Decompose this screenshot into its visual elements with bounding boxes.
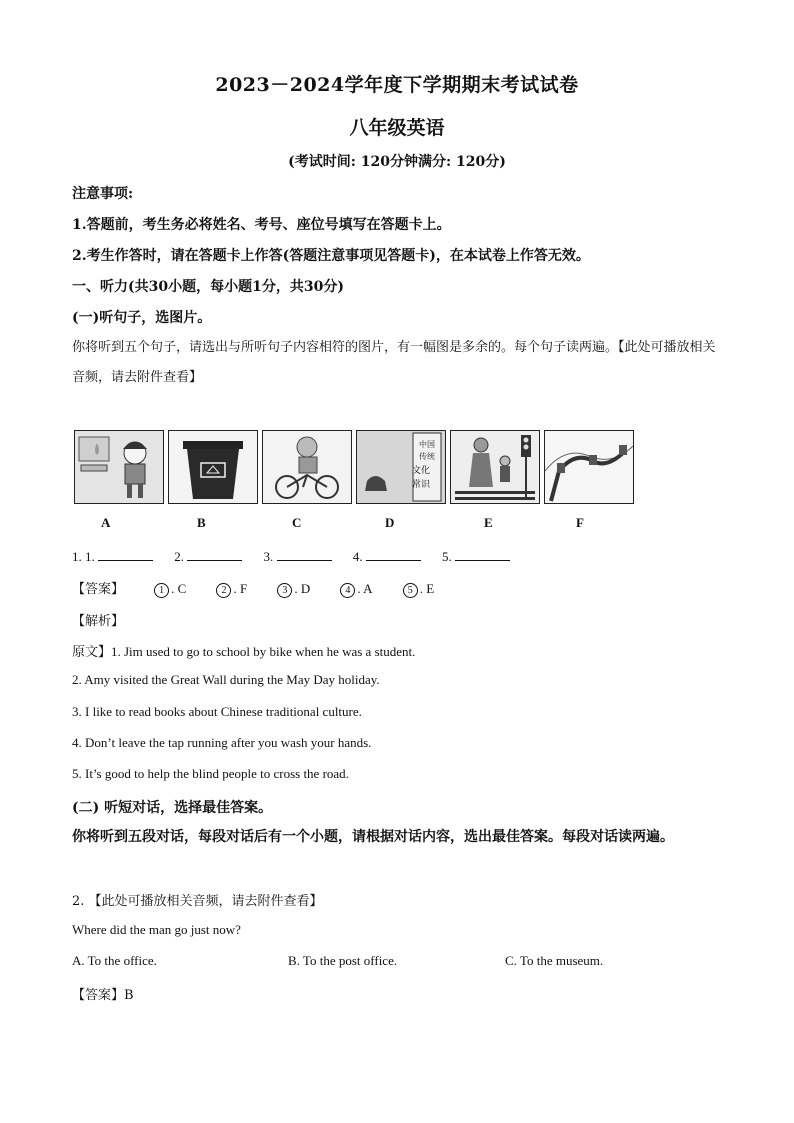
blind-crossing-road-icon <box>451 431 539 503</box>
section-heading: 一、听力(共30小题，每小题1分，共30分) <box>72 279 344 295</box>
picture-row <box>74 430 634 504</box>
blank-1[interactable] <box>98 548 153 561</box>
question-2-answer: 【答案】B <box>72 988 134 1003</box>
option-b[interactable]: B. To the post office. <box>288 953 398 968</box>
blank-label-5: 5. <box>442 549 452 564</box>
part2-instruction: 你将听到五段对话，每段对话后有一个小题，请根据对话内容，选出最佳答案。每段对话读两遍。 <box>72 829 674 845</box>
transcript-line-3: 3. I like to read books about Chinese traditional culture. <box>72 704 362 719</box>
picture-label-d: D <box>385 515 395 530</box>
picture-e <box>450 430 540 504</box>
part2-heading: (二) 听短对话，选择最佳答案。 <box>72 800 273 816</box>
notes-item-1: 1.答题前，考生务必将姓名、考号、座位号填写在答题卡上。 <box>72 217 451 233</box>
notes-item-2: 2.考生作答时，请在答题卡上作答(答题注意事项见答题卡)，在本试卷上作答无效。 <box>72 248 590 264</box>
answer-item-2: 2 . F <box>216 581 247 596</box>
notes-heading: 注意事项: <box>72 186 134 202</box>
great-wall-icon <box>545 431 633 503</box>
picture-c <box>262 430 352 504</box>
picture-label-c: C <box>292 515 302 530</box>
picture-f <box>544 430 634 504</box>
picture-label-e: E <box>484 515 493 530</box>
picture-labels <box>0 515 794 535</box>
girl-washing-hands-icon <box>75 431 163 503</box>
answer-blanks <box>72 548 528 565</box>
analysis-label: 【解析】 <box>72 614 125 629</box>
exam-time-info: (考试时间: 120分钟满分: 120分) <box>288 154 506 170</box>
answer-item-3: 3 . D <box>277 581 310 596</box>
part1-instruction: 你将听到五个句子，请选出与所听句子内容相符的图片，有一幅图是多余的。每个句子读两遍。【此处可播放相关音频，请去附件查看】 <box>72 340 716 385</box>
picture-d <box>356 430 446 504</box>
transcript-line-5: 5. It’s good to help the blind people to cross the road. <box>72 766 349 781</box>
picture-label-b: B <box>197 515 206 530</box>
blank-label-2: 2. <box>174 549 184 564</box>
option-a[interactable]: A. To the office. <box>72 953 157 968</box>
picture-b <box>168 430 258 504</box>
boy-riding-bike-icon <box>263 431 351 503</box>
svg-text:文化: 文化 <box>411 466 431 476</box>
blank-3[interactable] <box>277 548 332 561</box>
svg-text:传统: 传统 <box>419 452 435 461</box>
exam-title: 2023－2024学年度下学期期末考试试卷 <box>215 74 579 96</box>
picture-label-a: A <box>101 515 111 530</box>
blank-2[interactable] <box>187 548 242 561</box>
option-c[interactable]: C. To the museum. <box>505 953 604 968</box>
blank-4[interactable] <box>366 548 421 561</box>
blank-label-1: 1. 1. <box>72 549 95 564</box>
answer-item-1: 1 . C <box>154 581 186 596</box>
blank-label-3: 3. <box>263 549 274 564</box>
answer-item-5: 5 . E <box>403 581 434 596</box>
answer-label: 【答案】 <box>72 582 125 597</box>
exam-subtitle: 八年级英语 <box>349 117 445 139</box>
chinese-culture-book-icon <box>357 431 445 503</box>
transcript-line-2: 2. Amy visited the Great Wall during the May Day holiday. <box>72 672 380 687</box>
transcript-line-4: 4. Don’t leave the tap running after you wash your hands. <box>72 735 372 750</box>
picture-label-f: F <box>576 515 584 530</box>
transcript-line-1: 原文】1. Jim used to go to school by bike when he was a student. <box>72 644 416 659</box>
blank-5[interactable] <box>455 548 510 561</box>
question-2-audio: 2. 【此处可播放相关音频，请去附件查看】 <box>72 894 323 909</box>
answer-item-4: 4 . A <box>340 581 372 596</box>
trash-bin-icon <box>169 431 257 503</box>
question-2-text: Where did the man go just now? <box>72 922 241 937</box>
part1-heading: (一)听句子，选图片。 <box>72 310 212 326</box>
svg-text:常识: 常识 <box>411 480 431 490</box>
answer-line <box>72 578 434 598</box>
blank-label-4: 4. <box>352 549 363 564</box>
svg-text:中国: 中国 <box>419 440 435 449</box>
picture-a <box>74 430 164 504</box>
